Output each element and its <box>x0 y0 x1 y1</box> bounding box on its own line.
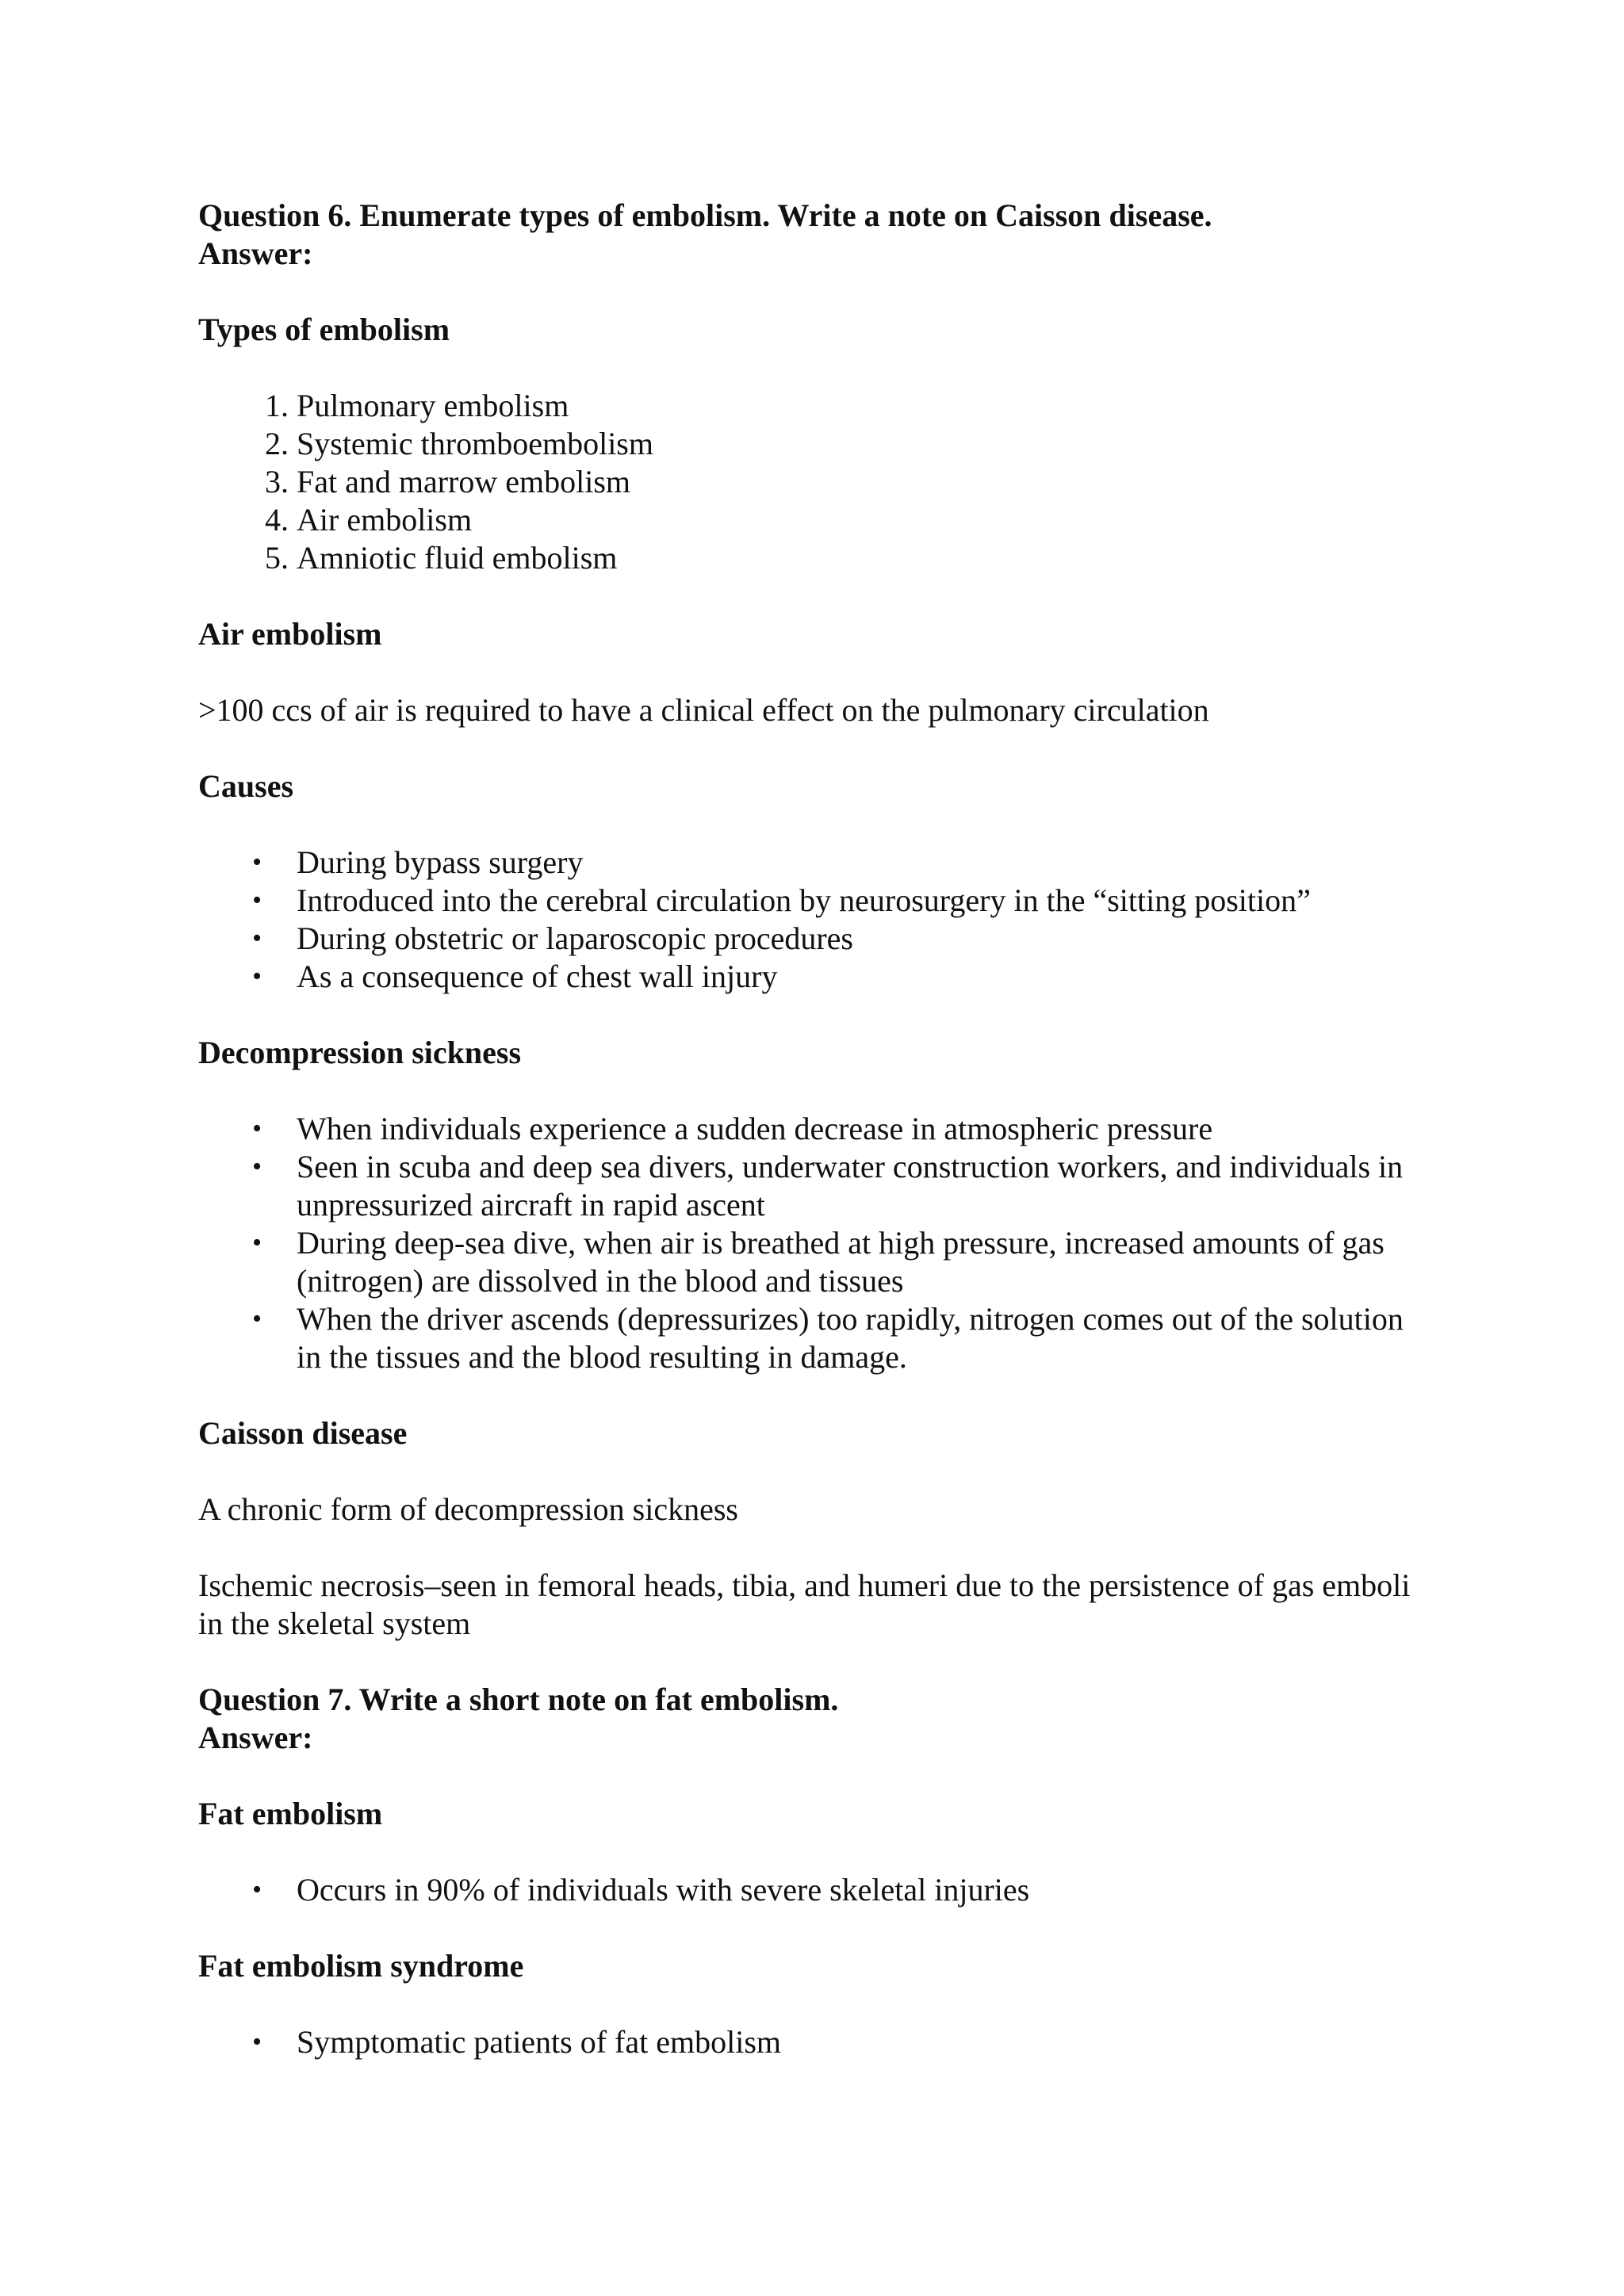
bullet-icon: • <box>252 1228 262 1257</box>
bullet-icon: • <box>252 1304 262 1334</box>
list-item: 5. Amniotic fluid embolism <box>198 539 1435 577</box>
list-number: 4. <box>265 502 289 538</box>
bullet-icon: • <box>252 1152 262 1181</box>
list-number: 5. <box>265 540 289 576</box>
air-embolism-text: >100 ccs of air is required to have a clinical effect on the pulmonary circulation <box>198 692 1209 728</box>
causes-heading: Causes <box>198 768 294 804</box>
question-6-answer-label: Answer: <box>198 235 313 271</box>
list-item: 1. Pulmonary embolism <box>198 387 1435 425</box>
caisson-disease-heading: Caisson disease <box>198 1415 408 1451</box>
list-item: • Seen in scuba and deep sea divers, underwater construction workers, and individuals in unpressurized aircraft in rapid ascent <box>198 1148 1435 1224</box>
list-item: • When the driver ascends (depressurizes) too rapidly, nitrogen comes out of the solution in the tissues and the blood resulting in damage. <box>198 1300 1435 1376</box>
list-item: 3. Fat and marrow embolism <box>198 463 1435 501</box>
caisson-text-1: A chronic form of decompression sickness <box>198 1491 738 1527</box>
list-item: • Occurs in 90% of individuals with severe skeletal injuries <box>198 1871 1435 1909</box>
caisson-text-2: Ischemic necrosis–seen in femoral heads, tibia, and humeri due to the persistence of gas emboli in the skeletal system <box>198 1567 1411 1641</box>
fat-embolism-syndrome-heading: Fat embolism syndrome <box>198 1948 524 1984</box>
bullet-icon: • <box>252 924 262 953</box>
list-item: • When individuals experience a sudden decrease in atmospheric pressure <box>198 1110 1435 1148</box>
bullet-icon: • <box>252 886 262 915</box>
list-item: • During obstetric or laparoscopic procedures <box>198 920 1435 958</box>
list-item: 4. Air embolism <box>198 501 1435 539</box>
list-item: • Introduced into the cerebral circulation by neurosurgery in the “sitting position” <box>198 882 1435 920</box>
list-number: 3. <box>265 464 289 499</box>
list-item: • During bypass surgery <box>198 844 1435 882</box>
air-embolism-heading: Air embolism <box>198 616 382 652</box>
types-of-embolism-list <box>198 387 1435 577</box>
question-6-title: Question 6. Enumerate types of embolism. Write a note on Caisson disease. <box>198 197 1212 233</box>
fat-embolism-syndrome-list <box>198 2023 1435 2061</box>
bullet-icon: • <box>252 848 262 877</box>
fat-embolism-heading: Fat embolism <box>198 1796 383 1831</box>
causes-list <box>198 844 1435 996</box>
list-item: • During deep-sea dive, when air is breathed at high pressure, increased amounts of gas (nitrogen) are dissolved in the blood and tissues <box>198 1224 1435 1300</box>
bullet-icon: • <box>252 2027 262 2057</box>
list-item: • As a consequence of chest wall injury <box>198 958 1435 996</box>
list-item: • Symptomatic patients of fat embolism <box>198 2023 1435 2061</box>
list-number: 2. <box>265 426 289 461</box>
question-7-title: Question 7. Write a short note on fat embolism. <box>198 1682 839 1717</box>
bullet-icon: • <box>252 962 262 991</box>
decompression-list <box>198 1110 1435 1376</box>
list-number: 1. <box>265 388 289 423</box>
decompression-sickness-heading: Decompression sickness <box>198 1035 522 1070</box>
bullet-icon: • <box>252 1114 262 1143</box>
bullet-icon: • <box>252 1875 262 1904</box>
list-item: 2. Systemic thromboembolism <box>198 425 1435 463</box>
types-of-embolism-heading: Types of embolism <box>198 312 450 347</box>
question-7-answer-label: Answer: <box>198 1720 313 1755</box>
document-page <box>198 197 1435 2061</box>
fat-embolism-list <box>198 1871 1435 1909</box>
